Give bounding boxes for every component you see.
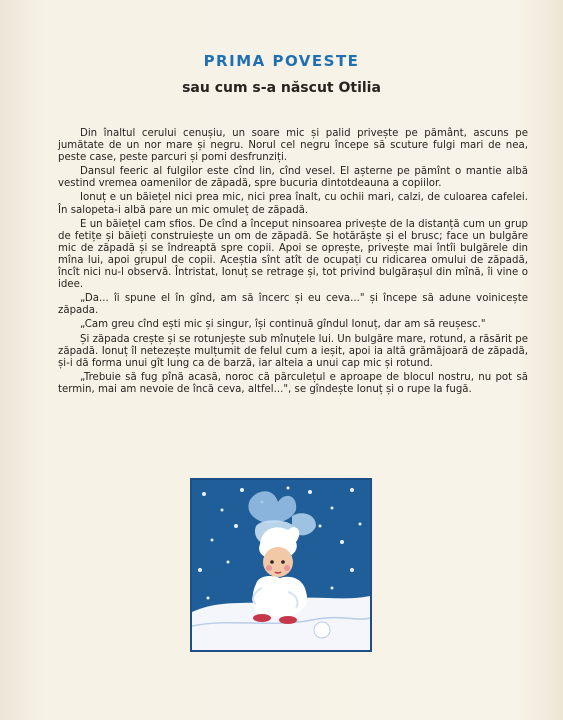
story-illustration <box>190 478 372 652</box>
paragraph: Dansul feeric al fulgilor este cînd lin, cînd vesel. El așterne pe pămînt o mantie albă vestind vremea oamenilor de zăpadă, spre bucuria dintotdeauna a copiilor. <box>58 166 528 190</box>
child-in-snow-image <box>192 480 370 650</box>
snowball <box>314 622 330 638</box>
paragraph: E un băiețel cam sfios. De cînd a început ninsoarea privește de la distanță cum un grup de fetițe și băieți construiește un om de zăpadă. Se hotărăște și el brusc; face un bulgăre mic de zăpadă și se îndreaptă spre copii. Apoi se oprește, privește mai întîi bulgărele din mîna lui, apoi grupul de copii. Aceștia sînt atît de ocupați cu ridicarea omului de zăpadă, încît nici nu-l observă. Întristat, Ionuț se retrage și, tot privind bulgărașul din mînă, îi vine o idee. <box>58 218 528 291</box>
paragraph: „Trebuie să fug pînă acasă, noroc că părculețul e aproape de blocul nostru, nu pot să termin, mai am nevoie de încă ceva, altfel...", se gîndește Ionuț și o rupe la fugă. <box>58 371 528 395</box>
story-subtitle: sau cum s-a născut Otilia <box>182 80 381 96</box>
paragraph: Din înaltul cerului cenușiu, un soare mic și palid privește pe pământ, ascuns pe jumătate de un nor mare și negru. Norul cel negru începe să scuture fulgi mari de nea, peste case, peste parcuri și pomi desfrunziți. <box>58 128 528 164</box>
story-body <box>58 128 528 398</box>
paragraph: „Cam greu cînd ești mic și singur, își continuă gîndul Ionuț, dar am să reușesc." <box>80 319 486 331</box>
paragraph: Ionuț e un băiețel nici prea mic, nici prea înalt, cu ochii mari, calzi, de culoarea cafelei. În salopeta-i albă pare un mic omuleț de zăpadă. <box>58 192 528 216</box>
paragraph: „Da... îi spune el în gînd, am să încerc și eu ceva..." și începe să adune voinicește zăpada. <box>58 293 528 317</box>
paragraph: Și zăpada crește și se rotunjește sub mînuțele lui. Un bulgăre mare, rotund, a răsărit pe zăpadă. Ionuț îl netezește mulțumit de felul cum a ieșit, apoi ia altă grămăjoară de zăpadă, și-i dă forma unui gît lung ca de barză, iar alteia a unui cap mic și rotund. <box>58 333 528 369</box>
story-title: PRIMA POVESTE <box>203 52 360 70</box>
